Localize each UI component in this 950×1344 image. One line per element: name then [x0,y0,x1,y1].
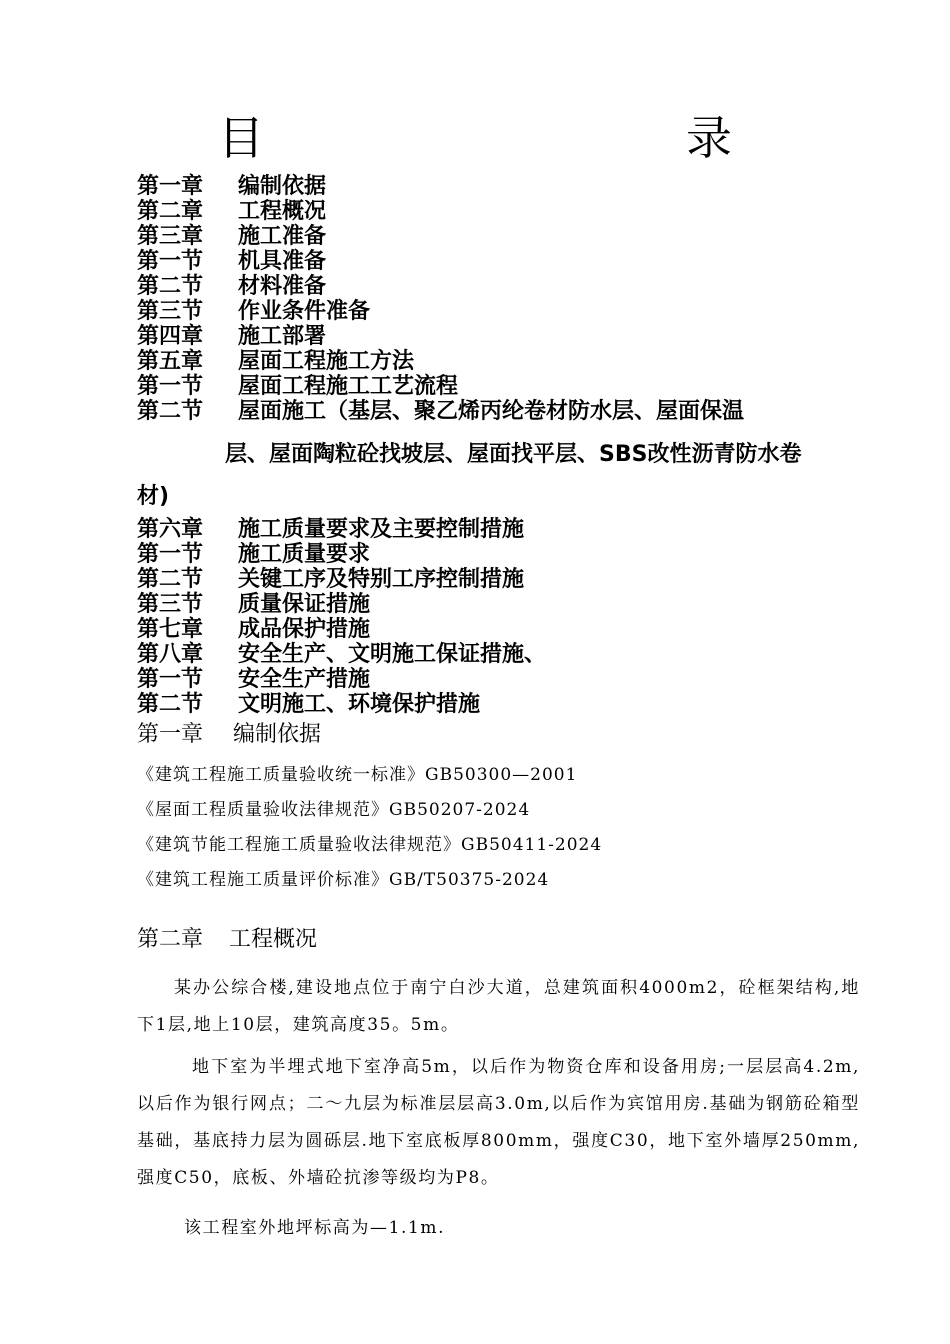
toc-entry-number: 第一节 [137,374,204,399]
toc-entry-number: 第三节 [137,592,204,617]
toc-title: 目 录 [218,111,842,165]
toc-entry-title: 屋面工程施工工艺流程 [238,374,459,399]
reference-item: 《建筑工程施工质量评价标准》GB/T50375-2024 [137,870,550,890]
toc-entry-title: 安全生产措施 [238,667,371,692]
toc-entry [137,617,867,642]
toc-entry-number: 第二节 [137,692,204,717]
paragraph: 该工程室外地坪标高为—1.1m. [184,1218,446,1238]
toc-entry [137,224,867,249]
toc-entry-number: 第八章 [137,642,204,667]
toc-entry-title: 施工质量要求 [238,542,371,567]
toc-entry-number: 第二节 [137,274,204,299]
table-of-contents [137,174,867,717]
toc-entry-title: 材料准备 [238,274,327,299]
toc-entry-title: 安全生产、文明施工保证措施、 [238,642,547,667]
chapter-number: 第二章 [137,927,204,952]
toc-entry-number: 第三节 [137,299,204,324]
chapter-title: 工程概况 [229,927,318,952]
toc-entry [137,324,867,349]
toc-entry-title: 施工质量要求及主要控制措施 [238,517,525,542]
toc-entry-title: 机具准备 [238,249,327,274]
toc-entry [137,692,867,717]
toc-entry-number: 第七章 [137,617,204,642]
toc-wrap-line: 层、屋面陶粒砼找坡层、屋面找平层、SBS改性沥青防水卷 [225,442,802,467]
toc-entry-title: 文明施工、环境保护措施 [238,692,481,717]
toc-entry-title: 施工准备 [238,224,327,249]
toc-entry-title: 关键工序及特别工序控制措施 [238,567,525,592]
toc-entry-number: 第四章 [137,324,204,349]
toc-entry [137,274,867,299]
toc-entry [137,542,867,567]
toc-entry-title: 成品保护措施 [238,617,371,642]
toc-entry [137,642,867,667]
toc-entry-number: 第六章 [137,517,204,542]
toc-entry-number: 第一章 [137,174,204,199]
toc-entry-title: 屋面施工（基层、聚乙烯丙纶卷材防水层、屋面保温 [238,399,745,424]
toc-wrap-line: 材) [137,484,170,509]
chapter-number: 第一章 [137,722,204,747]
reference-item: 《建筑节能工程施工质量验收法律规范》GB50411-2024 [137,835,603,855]
toc-entry-title: 屋面工程施工方法 [238,349,415,374]
toc-entry-number: 第一节 [137,542,204,567]
toc-entry-number: 第二节 [137,567,204,592]
toc-entry-title: 工程概况 [238,199,327,224]
toc-entry [137,199,867,224]
toc-entry [137,667,867,692]
paragraph: 地下室为半埋式地下室净高5m，以后作为物资仓库和设备用房;一层层高4.2m,以后作为银行网点；二～九层为标准层层高3.0m,以后作为宾馆用房.基础为钢筋砼箱型基础，基底持力层为圆砾层.地下室底板厚800mm，强度C30，地下室外墙厚250mm,强度C50，底板、外墙砼抗渗等级均为P8。 [137,1057,860,1188]
toc-entry [137,592,867,617]
toc-entry-number: 第三章 [137,224,204,249]
toc-entry [137,299,867,324]
toc-entry-title: 作业条件准备 [238,299,371,324]
paragraph: 某办公综合楼,建设地点位于南宁白沙大道，总建筑面积4000m2，砼框架结构,地下1层,地上10层，建筑高度35。5m。 [137,978,860,1035]
toc-entry [137,349,867,374]
chapter-heading [137,922,317,953]
reference-item: 《屋面工程质量验收法律规范》GB50207-2024 [137,800,531,820]
reference-item: 《建筑工程施工质量验收统一标准》GB50300—2001 [137,765,578,785]
toc-entry [137,374,867,399]
toc-entry-title: 质量保证措施 [238,592,371,617]
toc-entry-number: 第五章 [137,349,204,374]
toc-entry-number: 第一节 [137,249,204,274]
toc-entry [137,249,867,274]
toc-entry [137,399,867,424]
toc-entry-number: 第二节 [137,399,204,424]
toc-entry [137,567,867,592]
chapter-title: 编制依据 [233,722,322,747]
chapter-heading [137,722,321,747]
toc-entry-number: 第二章 [137,199,204,224]
toc-entry-title: 施工部署 [238,324,327,349]
toc-entry-title: 编制依据 [238,174,327,199]
toc-entry-number: 第一节 [137,667,204,692]
toc-entry [137,174,867,199]
toc-entry [137,517,867,542]
